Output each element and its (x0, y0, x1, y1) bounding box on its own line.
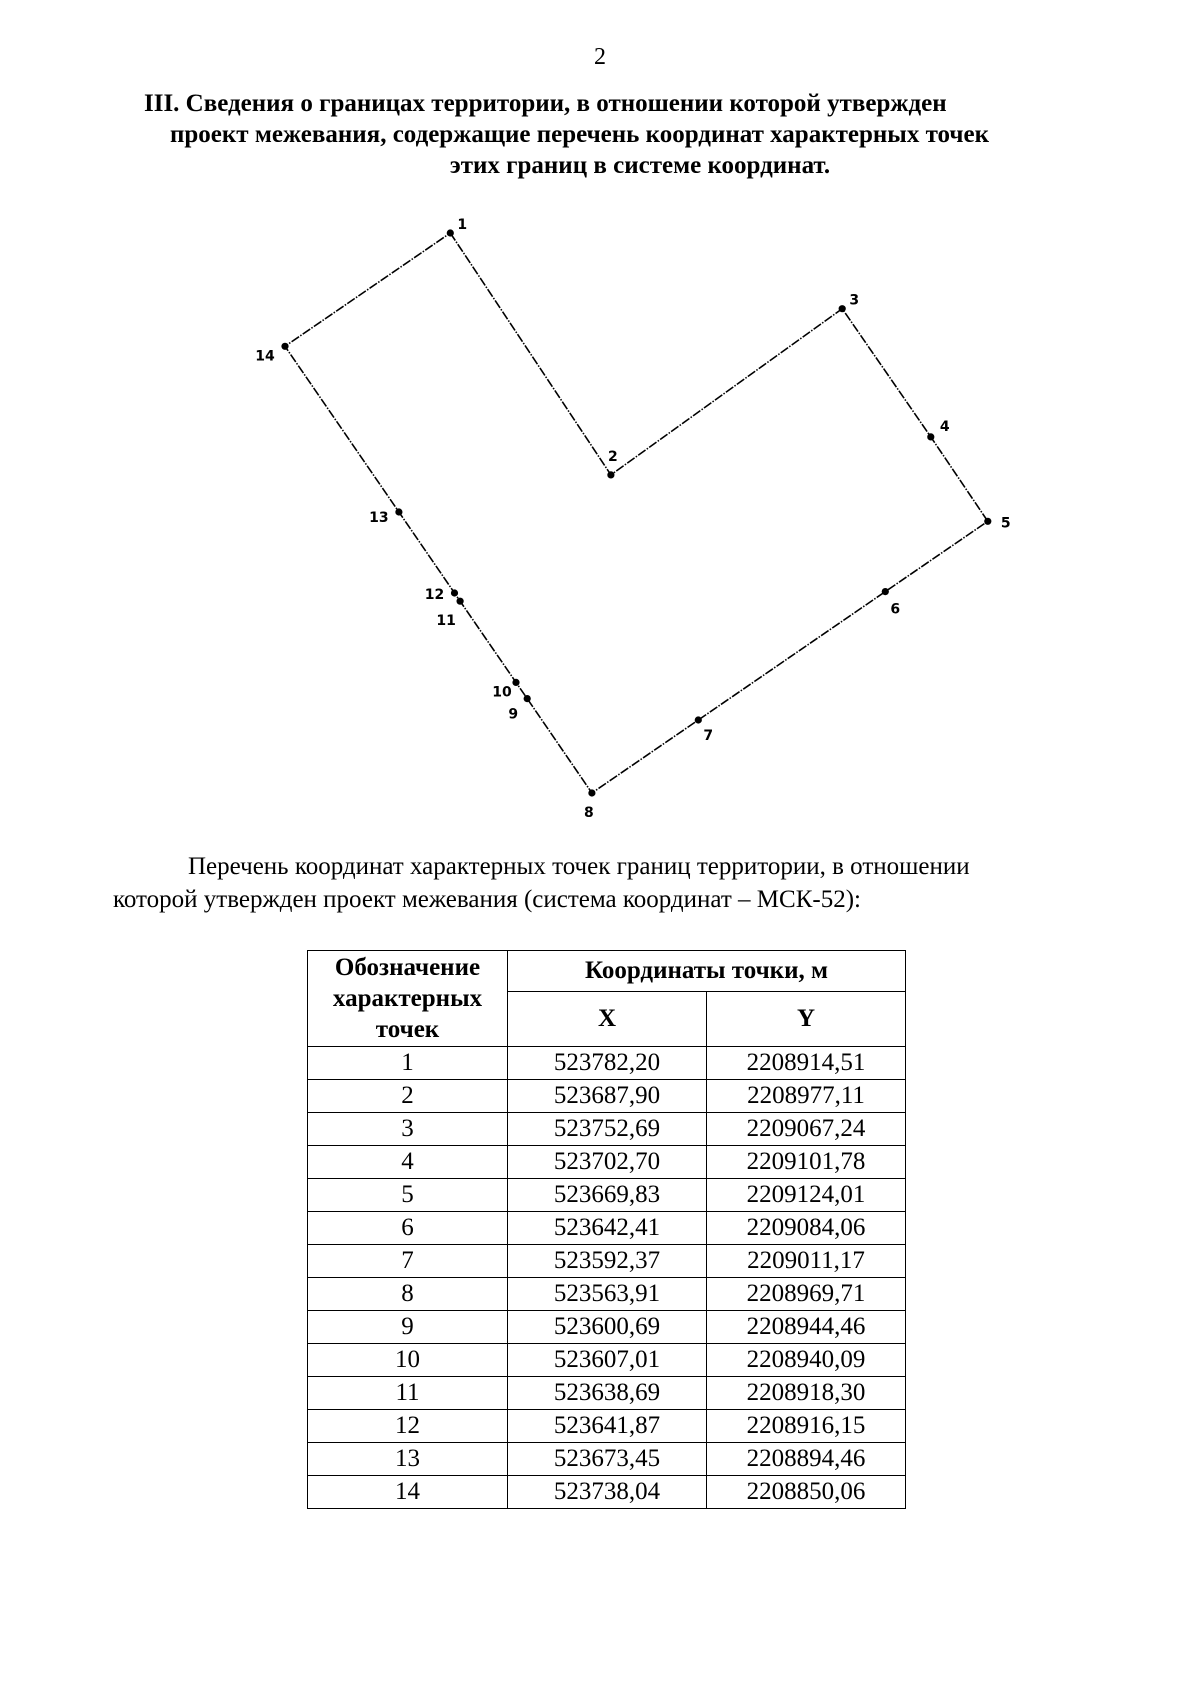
boundary-point-9 (524, 695, 531, 702)
boundary-plan (240, 205, 1040, 825)
boundary-point-label: 1 (457, 217, 468, 233)
cell-y: 2208894,46 (707, 1443, 906, 1476)
page-number: 2 (594, 44, 606, 70)
cell-point: 11 (308, 1377, 508, 1410)
table-row (308, 1476, 906, 1509)
boundary-point-label: 3 (849, 292, 860, 309)
cell-y: 2208916,15 (707, 1410, 906, 1443)
cell-point: 5 (308, 1179, 508, 1212)
cell-x: 523600,69 (508, 1311, 707, 1344)
cell-x: 523641,87 (508, 1410, 707, 1443)
table-row (308, 1113, 906, 1146)
table-row (308, 1344, 906, 1377)
col-header-point-name: Обозначение характерных точек (308, 951, 508, 1047)
boundary-point-label: 9 (508, 706, 519, 723)
cell-x: 523782,20 (508, 1047, 707, 1080)
coordinates-caption (113, 850, 1099, 916)
boundary-point-label: 5 (1000, 515, 1011, 532)
boundary-point-label: 11 (436, 613, 456, 630)
col-header-coordinates: Координаты точки, м (508, 951, 906, 992)
cell-x: 523563,91 (508, 1278, 707, 1311)
boundary-point-label: 14 (255, 348, 275, 365)
table-row (308, 1047, 906, 1080)
cell-point: 9 (308, 1311, 508, 1344)
section-heading (140, 88, 1100, 181)
cell-point: 1 (308, 1047, 508, 1080)
table-row (308, 1443, 906, 1476)
boundary-point-label: 2 (608, 448, 618, 465)
table-row (308, 1278, 906, 1311)
cell-y: 2209011,17 (707, 1245, 906, 1278)
boundary-point-12 (451, 589, 458, 596)
boundary-point-8 (588, 789, 595, 796)
table-row (308, 1377, 906, 1410)
boundary-point-7 (695, 716, 702, 723)
cell-point: 12 (308, 1410, 508, 1443)
table-row (308, 1179, 906, 1212)
boundary-point-14 (281, 343, 288, 350)
cell-x: 523638,69 (508, 1377, 707, 1410)
cell-point: 10 (308, 1344, 508, 1377)
section-heading-line-2: проект межевания, содержащие перечень координат характерных точек (170, 121, 989, 148)
col-header-x: X (508, 992, 707, 1047)
coordinates-table-body (308, 1047, 906, 1509)
cell-point: 2 (308, 1080, 508, 1113)
boundary-point-2 (607, 471, 614, 478)
coordinates-table (307, 950, 906, 1509)
cell-y: 2208969,71 (707, 1278, 906, 1311)
cell-point: 3 (308, 1113, 508, 1146)
col-header-y: Y (707, 992, 906, 1047)
cell-y: 2209101,78 (707, 1146, 906, 1179)
cell-y: 2209067,24 (707, 1113, 906, 1146)
cell-y: 2209124,01 (707, 1179, 906, 1212)
cell-x: 523702,70 (508, 1146, 707, 1179)
section-heading-line-3: этих границ в системе координат. (449, 152, 831, 179)
cell-point: 7 (308, 1245, 508, 1278)
boundary-point-label: 13 (369, 510, 389, 526)
cell-x: 523607,01 (508, 1344, 707, 1377)
cell-point: 14 (308, 1476, 508, 1509)
cell-y: 2208944,46 (707, 1311, 906, 1344)
boundary-point-6 (882, 588, 889, 595)
boundary-point-11 (457, 598, 464, 605)
table-row (308, 1146, 906, 1179)
table-row (308, 1080, 906, 1113)
boundary-point-label: 7 (703, 728, 714, 744)
boundary-point-label: 6 (890, 601, 901, 618)
table-row (308, 1245, 906, 1278)
section-heading-line-1: III. Сведения о границах территории, в отношении которой утвержден (144, 90, 947, 117)
cell-point: 8 (308, 1278, 508, 1311)
boundary-point-label: 4 (939, 418, 950, 435)
cell-point: 13 (308, 1443, 508, 1476)
cell-x: 523642,41 (508, 1212, 707, 1245)
table-row (308, 1212, 906, 1245)
boundary-point-label: 12 (424, 587, 445, 603)
cell-y: 2208914,51 (707, 1047, 906, 1080)
cell-x: 523669,83 (508, 1179, 707, 1212)
cell-x: 523738,04 (508, 1476, 707, 1509)
boundary-point-label: 8 (584, 805, 594, 821)
cell-x: 523592,37 (508, 1245, 707, 1278)
boundary-line (285, 233, 988, 793)
boundary-point-3 (839, 305, 846, 312)
cell-x: 523673,45 (508, 1443, 707, 1476)
cell-y: 2208977,11 (707, 1080, 906, 1113)
cell-y: 2208850,06 (707, 1476, 906, 1509)
cell-x: 523687,90 (508, 1080, 707, 1113)
caption-line-1: Перечень координат характерных точек границ территории, в отношении (188, 853, 970, 880)
boundary-point-13 (395, 508, 402, 515)
table-row (308, 1311, 906, 1344)
boundary-point-label: 10 (492, 684, 512, 701)
boundary-point-1 (447, 229, 454, 236)
boundary-point-4 (927, 433, 934, 440)
cell-point: 6 (308, 1212, 508, 1245)
boundary-point-10 (512, 679, 519, 686)
cell-y: 2208940,09 (707, 1344, 906, 1377)
cell-y: 2209084,06 (707, 1212, 906, 1245)
table-row (308, 1410, 906, 1443)
caption-line-2: которой утвержден проект межевания (система координат – МСК-52): (113, 886, 861, 913)
cell-y: 2208918,30 (707, 1377, 906, 1410)
boundary-point-5 (984, 518, 991, 525)
cell-point: 4 (308, 1146, 508, 1179)
cell-x: 523752,69 (508, 1113, 707, 1146)
